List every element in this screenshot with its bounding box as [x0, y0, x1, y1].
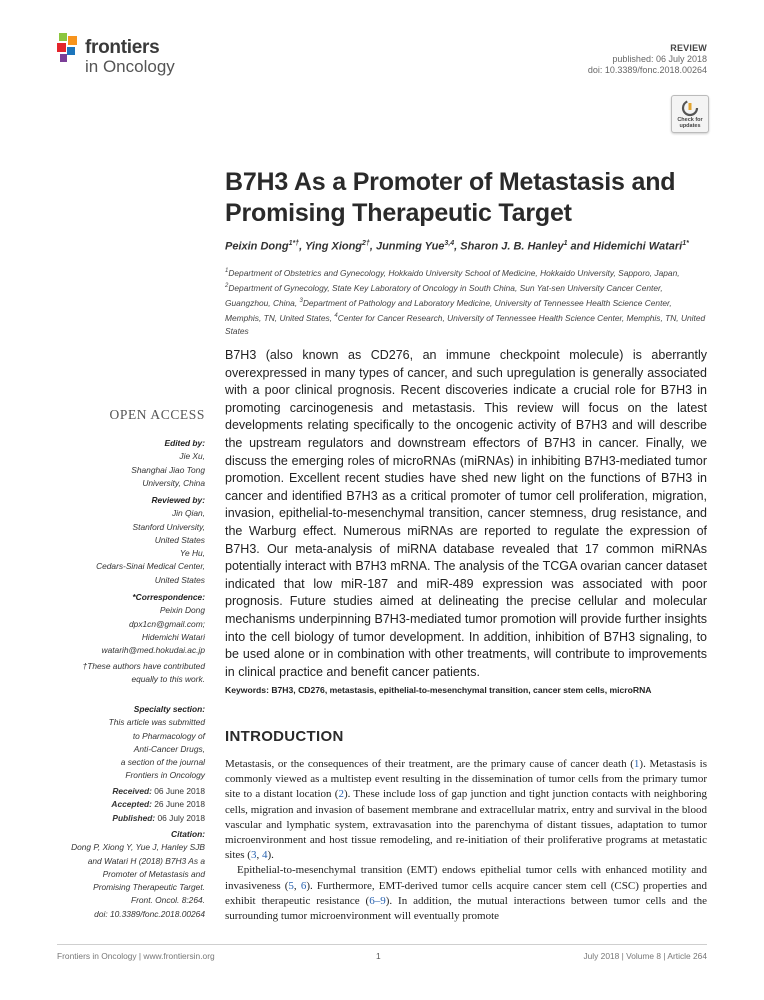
correspondence-email[interactable]: watarih@med.hokudai.ac.jp: [101, 645, 205, 656]
citation-ref[interactable]: 4: [261, 849, 268, 862]
contribution-note: [40, 660, 205, 687]
published-date-side: [40, 812, 205, 825]
author-sup: 1: [563, 240, 568, 247]
text-run: ). Furthermore, EMT-derived tumor cells acquire cancer stem cell (CSC) properties and exhibit therapeutic resistance (: [225, 879, 708, 907]
specialty-section: [40, 703, 205, 783]
affiliation: Department of Gynecology, State Key Laboratory of Oncology in South China, Sun Yat-sen University Cancer Center, Guangzhou, China,: [225, 282, 663, 308]
affiliation: Department of Obstetrics and Gynecology, Hokkaido University School of Medicine, Hokkaido University, Sapporo, Japan,: [228, 267, 680, 278]
page-number: 1: [376, 951, 381, 961]
correspondence-line: Peixin Dong: [159, 605, 205, 616]
author-list: [225, 240, 725, 253]
text-run: Epithelial-to-mesenchymal transition (EMT) endows epithelial tumor cells with enhanced motility and invasiveness (: [225, 864, 707, 892]
text-run: Metastasis, or the consequences of their treatment, are the primary cause of cancer death (: [225, 758, 634, 770]
refresh-icon: [681, 99, 699, 117]
specialty-line: Frontiers in Oncology: [125, 770, 205, 781]
author-sep: ,: [299, 240, 305, 253]
text-run: ). These include loss of gap junction and tight junction contacts with neighboring cells, migration and invasion of basement membrane and extracellular matrix, entry and survival in the blood vascular and lymphatic system, extravasation into the parenchyma of distant tissues, adaptation to tumor microenvironment and host tissue remodeling, and re-initiation of their proliferative programs at metastatic sites (: [225, 788, 707, 862]
editor-line: Jie Xu,: [179, 451, 205, 462]
note-line: †These authors have contributed: [82, 661, 205, 671]
affiliation-sup: 1: [225, 268, 229, 274]
check-for-updates-badge[interactable]: [671, 95, 709, 133]
correspondence-line: Hidemichi Watari: [141, 631, 205, 642]
edited-by-label: Edited by:: [164, 438, 205, 448]
footer-journal-link[interactable]: Frontiers in Oncology | www.frontiersin.org: [57, 951, 215, 961]
author-sep: and: [567, 240, 594, 253]
editor-line: Shanghai Jiao Tong: [131, 464, 205, 475]
affiliations: [225, 265, 707, 339]
logo-brand: frontiers: [85, 37, 160, 58]
citation-line: Dong P, Xiong Y, Yue J, Hanley SJB: [71, 842, 205, 853]
citation-line: Promoter of Metastasis and: [102, 868, 205, 879]
article-type: REVIEW: [670, 43, 707, 53]
specialty-line: This article was submitted: [108, 717, 205, 728]
author-sep: ,: [369, 240, 376, 253]
intro-body: [225, 757, 707, 924]
footer-divider: [57, 944, 707, 945]
specialty-line: to Pharmacology of: [132, 730, 205, 741]
section-heading: INTRODUCTION: [225, 728, 344, 745]
citation-ref[interactable]: 6: [300, 879, 307, 892]
reviewer-line: Jin Qian,: [171, 508, 205, 519]
citation-ref[interactable]: 1: [633, 758, 640, 770]
frontiers-logo-icon: [57, 33, 81, 63]
affiliation: Department of Pathology and Laboratory Medicine, University of Tennessee Health Science Center, Memphis, TN, United States,: [225, 297, 672, 324]
edited-by-section: [40, 437, 205, 490]
reviewer-line: Ye Hu,: [179, 548, 205, 559]
citation-line: and Watari H (2018) B7H3 As a: [87, 855, 205, 866]
affiliation-sup: 3: [299, 298, 303, 305]
paragraph: [225, 863, 707, 924]
reviewer-line: Cedars-Sinai Medical Center,: [96, 561, 205, 572]
citation-line: Promising Therapeutic Target.: [93, 882, 205, 893]
author-sup: 1*†: [288, 240, 300, 247]
logo-journal: in Oncology: [85, 57, 175, 76]
author-sup: 2†: [362, 240, 370, 247]
accepted-label: Accepted:: [111, 799, 152, 810]
reviewed-by-section: [40, 494, 205, 587]
check-updates-label: Check for updates: [677, 117, 703, 129]
specialty-label: Specialty section:: [133, 704, 205, 714]
text-run: ). In addition, the mutual interactions between tumor cells and the surrounding tumor microenvironment will eventually promote: [225, 894, 707, 923]
paragraph: [225, 757, 707, 863]
correspondence-label: *Correspondence:: [132, 592, 205, 602]
affiliation-sup: 2: [225, 283, 229, 290]
article-title: B7H3 As a Promoter of Metastasis and Promising Therapeutic Target: [225, 168, 676, 227]
received-value: 06 June 2018: [154, 786, 205, 796]
doi-link[interactable]: doi: 10.3389/fonc.2018.00264: [587, 65, 707, 75]
published-date: published: 06 July 2018: [612, 54, 707, 64]
article-meta: [588, 43, 707, 76]
note-line: equally to this work.: [131, 674, 205, 685]
citation-label: Citation:: [171, 829, 205, 839]
affiliation: Center for Cancer Research, University of Tennessee Health Science Center, Memphis, TN, United States: [225, 313, 706, 337]
journal-logo[interactable]: [57, 33, 187, 77]
affiliation-sup: 4: [334, 313, 338, 320]
author-name[interactable]: Ying Xiong: [305, 240, 363, 253]
author-name[interactable]: Junming Yue: [375, 240, 445, 253]
correspondence-email[interactable]: dpx1cn@gmail.com;: [129, 618, 205, 629]
citation-ref[interactable]: 5: [288, 879, 294, 892]
citation-section: [40, 828, 205, 921]
received-date: [40, 785, 205, 798]
text-run: ,: [256, 849, 262, 862]
author-sup: 1*: [682, 240, 689, 247]
open-access-label: OPEN ACCESS: [109, 407, 205, 422]
author-name[interactable]: Hidemichi Watari: [593, 240, 683, 253]
citation-doi[interactable]: doi: 10.3389/fonc.2018.00264: [94, 908, 205, 919]
published-label: Published:: [112, 812, 156, 823]
citation-ref[interactable]: 3: [250, 849, 257, 862]
citation-ref[interactable]: 2: [338, 788, 344, 801]
author-name[interactable]: Peixin Dong: [225, 240, 289, 253]
author-name[interactable]: Sharon J. B. Hanley: [460, 240, 564, 253]
specialty-line: Anti-Cancer Drugs,: [133, 743, 205, 754]
reviewer-line: Stanford University,: [132, 521, 205, 532]
accepted-date: [40, 798, 205, 811]
author-sep: ,: [454, 240, 461, 253]
reviewer-line: United States: [154, 574, 205, 585]
correspondence-section: [40, 591, 205, 657]
specialty-line: a section of the journal: [120, 757, 205, 768]
citation-ref[interactable]: 6–9: [369, 894, 386, 907]
reviewer-line: United States: [154, 534, 205, 545]
editor-line: University, China: [142, 477, 205, 488]
accepted-value: 26 June 2018: [154, 799, 205, 810]
text-run: ,: [293, 879, 301, 892]
published-value: 06 July 2018: [157, 812, 205, 823]
text-run: ).: [267, 849, 274, 862]
keywords: Keywords: B7H3, CD276, metastasis, epithelial-to-mesenchymal transition, cancer stem cells, microRNA: [225, 685, 652, 695]
reviewed-by-label: Reviewed by:: [151, 495, 205, 505]
received-label: Received:: [112, 786, 152, 796]
footer-issue-info: July 2018 | Volume 8 | Article 264: [583, 951, 707, 961]
text-run: ). Metastasis is commonly viewed as a multistep event resulting in the dissemination of tumor cells from the primary tumor site to a distant location (: [225, 758, 707, 801]
author-sup: 3,4: [444, 240, 455, 247]
abstract: B7H3 (also known as CD276, an immune checkpoint molecule) is aberrantly overexpressed in many types of cancer, and such upregulation is generally associated with a poor clinical prognosis. Recent discoveries indicate a crucial role for B7H3 in promoting carcinogenesis and metastasis. This review will focus on the latest developments relating specifically to the oncogenic activity of B7H3 and will describe the upstream regulators and downstream effectors of B7H3 in cancer. Finally, we discuss the emerging roles of microRNAs (miRNAs) in inhibiting B7H3-mediated tumor promotion. Excellent recent studies have shed new light on the functions of B7H3 in cancer and identified B7H3 as a critical promoter of tumor cell proliferation, migration, invasion, epithelial-to-mesenchymal transition, cancer stemness, drug resistance, and the Warburg effect. Numerous miRNAs are reported to regulate the expression of B7H3. Our meta-analysis of miRNA database revealed that 17 common miRNAs potentially interact with B7H3 mRNA. The analysis of the TCGA ovarian cancer dataset indicated that low miR-187 and miR-489 expression was associated with poor prognosis. Future studies aimed at delineating the precise cellular and molecular mechanisms underpinning B7H3-mediated tumor promotion will provide further insights into the cell biology of tumor development. In addition, inhibition of B7H3 signaling, to be used alone or in combination with other treatments, will contribute to improvements in clinical practice and benefit cancer patients.: [225, 348, 707, 679]
citation-line: Front. Oncol. 8:264.: [130, 895, 205, 906]
dates-section: [40, 785, 205, 825]
